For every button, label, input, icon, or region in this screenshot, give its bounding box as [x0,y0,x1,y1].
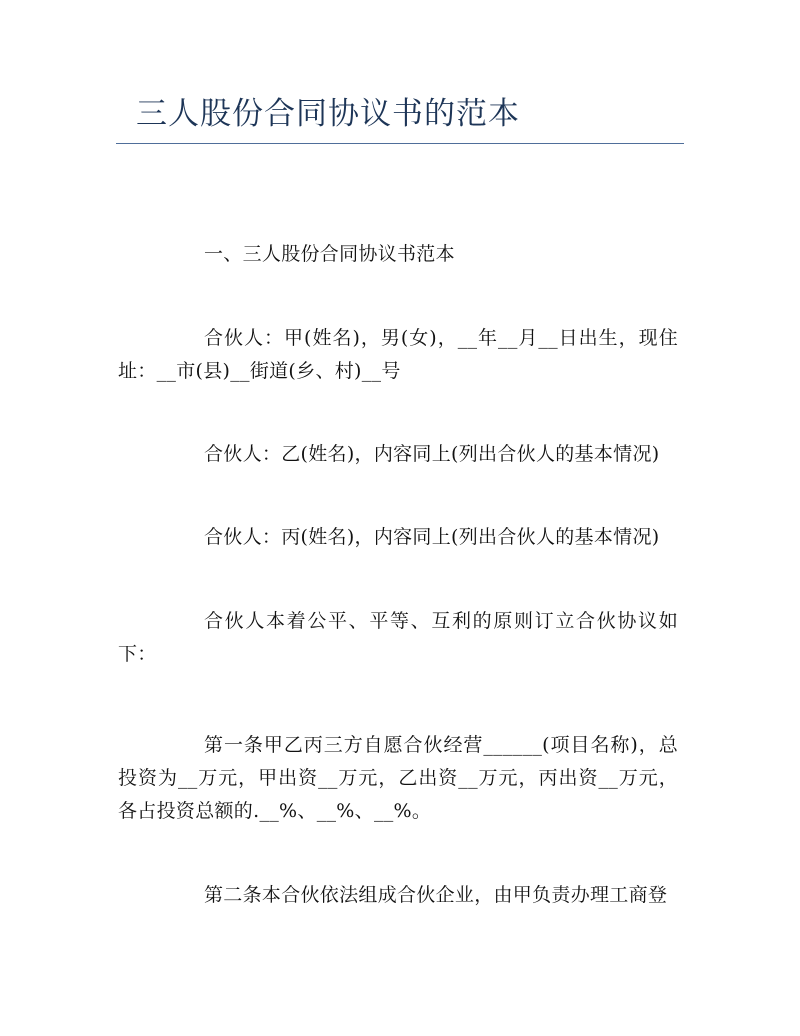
partner-b-paragraph: 合伙人：乙(姓名)，内容同上(列出合伙人的基本情况) [204,443,660,465]
agreement-intro-paragraph: 合伙人本着公平、平等、互利的原则订立合伙协议如下： [118,610,678,665]
partner-a-paragraph: 合伙人：甲(姓名)，男(女)，__年__月__日出生，现住址：__市(县)__街道(乡、村)__号 [118,327,678,382]
section-heading: 一、三人股份合同协议书范本 [204,243,455,265]
document-title: 三人股份合同协议书的范本 [136,96,520,132]
article-two-paragraph: 第二条本合伙依法组成合伙企业，由甲负责办理工商登 [204,884,668,906]
article-one-paragraph: 第一条甲乙丙三方自愿合伙经营______(项目名称)，总投资为__万元，甲出资__万元，乙出资__万元，丙出资__万元，各占投资总额的.__%、__%、__%。 [118,734,678,822]
partner-c-paragraph: 合伙人：丙(姓名)，内容同上(列出合伙人的基本情况) [204,526,660,548]
title-underline [116,143,684,144]
